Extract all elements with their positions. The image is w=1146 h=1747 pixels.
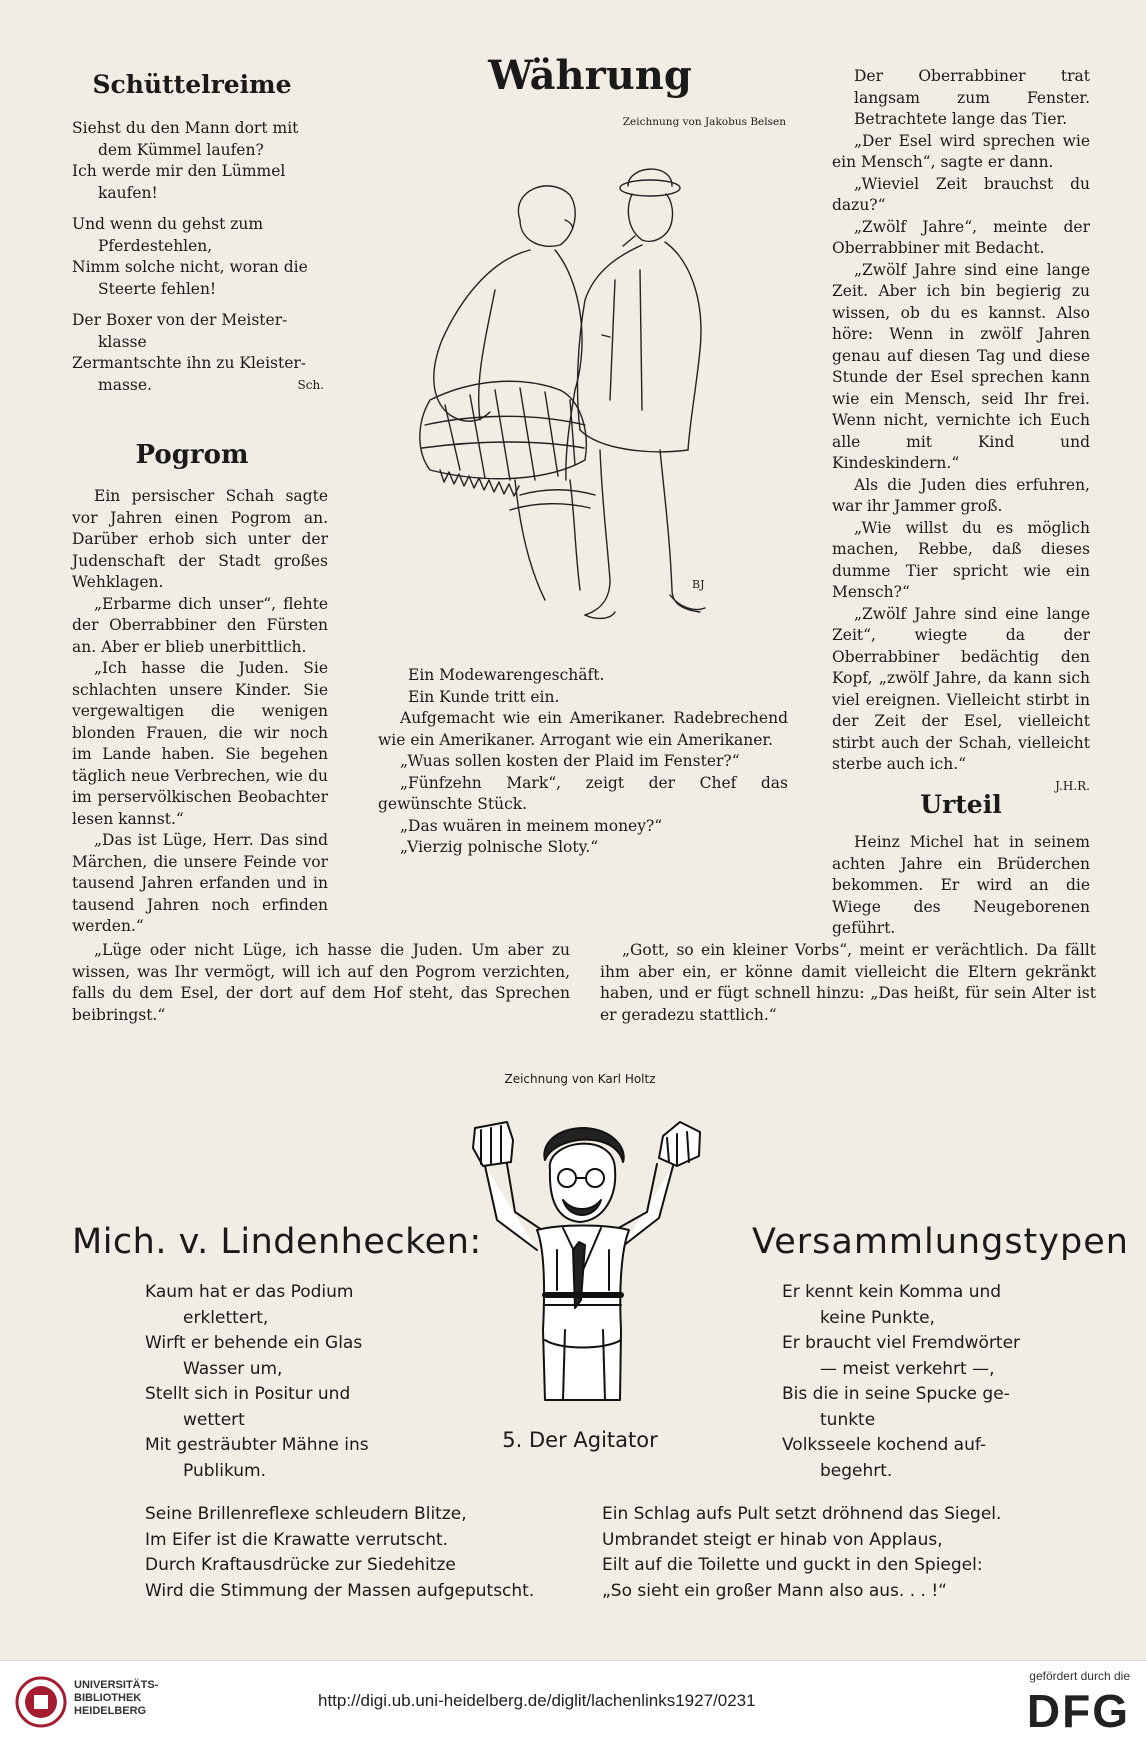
- verse-line: Wasser um,: [183, 1358, 283, 1379]
- verse-line: Durch Kraftausdrücke zur Siedehitze: [145, 1555, 456, 1575]
- schuettelreime-title: Schüttelreime: [92, 70, 292, 99]
- verse-line: Und wenn du gehst zum: [72, 215, 264, 233]
- waehrung-paragraph: „Fünfzehn Mark“, zeigt der Chef das gewünschte Stück.: [378, 773, 788, 813]
- waehrung-paragraph: „Das wuären in meinem money?“: [400, 816, 663, 835]
- library-name-line: HEIDELBERG: [74, 1705, 147, 1717]
- verse-line: Der Boxer von der Meister-: [72, 311, 288, 329]
- verse-line: dem Kümmel laufen?: [98, 140, 264, 159]
- verse-line: Im Eifer ist die Krawatte verrutscht.: [145, 1529, 449, 1550]
- verse-line: erklettert,: [183, 1307, 269, 1328]
- right-paragraph: Der Oberrabbiner trat langsam zum Fenster. Betrachtete lange das Tier.: [854, 67, 1090, 128]
- verse-line: Stellt sich in Positur und: [145, 1384, 351, 1404]
- urteil-title: Urteil: [920, 790, 1002, 819]
- plaid-cloth: [420, 381, 586, 478]
- schuettelreime-signature: Sch.: [297, 378, 324, 392]
- versammlung-bottom-left: [145, 1502, 585, 1604]
- verse-line: Seine Brillenreflexe schleudern Blitze,: [145, 1504, 467, 1524]
- verse-line: Siehst du den Mann dort mit: [72, 119, 299, 137]
- urteil-text: [832, 832, 1090, 940]
- right-fist: [659, 1122, 700, 1166]
- verse-line: kaufen!: [98, 183, 158, 202]
- verse-line: Mit gesträubter Mähne ins: [145, 1435, 369, 1455]
- verse-line: „So sieht ein großer Mann also aus. . . !“: [602, 1580, 947, 1601]
- pogrom-paragraph: „Ich hasse die Juden. Sie schlachten unsere Kinder. Sie vergewaltigen die wenigen blonden Frauen, die wir noch im Lande haben. Sie begehen täglich neue Verbrechen, wie du im perservölkischen Beobachter lesen kannst.“: [72, 659, 328, 828]
- verse-line: begehrt.: [820, 1460, 893, 1481]
- verse-line: Nimm solche nicht, woran die: [72, 258, 308, 276]
- right-paragraph: „Zwölf Jahre sind eine lange Zeit“, wiegte da der Oberrabbiner bedächtig den Kopf, „zwölf Jahre, da kann sich viel ereignen. Vielleicht stirbt in der Zeit der Esel, vielleicht stirbt auch der Schah, vielleicht sterbe auch ich.“: [832, 604, 1090, 773]
- waehrung-paragraph: „Wuas sollen kosten der Plaid im Fenster?“: [400, 752, 740, 770]
- pogrom-continuation-right: [600, 940, 1096, 1026]
- agitator-illustration: [445, 1100, 715, 1420]
- right-paragraph: Als die Juden dies erfuhren, war ihr Jammer groß.: [832, 475, 1090, 515]
- verse-line: Eilt auf die Toilette und guckt in den Spiegel:: [602, 1555, 983, 1575]
- verse-line: — meist verkehrt —,: [820, 1358, 995, 1379]
- verse-line: Bis die in seine Spucke ge-: [782, 1384, 1010, 1404]
- waehrung-text: [378, 665, 788, 859]
- verse-line: Volksseele kochend auf-: [782, 1435, 987, 1455]
- pogrom-paragraph: „Erbarme dich unser“, flehte der Oberrabbiner den Fürsten an. Aber er blieb unerbittlich.: [72, 594, 328, 656]
- waehrung-credit: Zeichnung von Jakobus Belsen: [622, 116, 786, 128]
- pogrom-text: [72, 486, 328, 938]
- funded-by-label: gefördert durch die: [1029, 1669, 1130, 1683]
- waehrung-paragraph: Ein Kunde tritt ein.: [408, 687, 560, 706]
- digitization-footer: [0, 1660, 1146, 1747]
- customer-head: [628, 194, 672, 241]
- verse-line: Wird die Stimmung der Massen aufgeputscht.: [145, 1580, 535, 1601]
- right-paragraph: „Wie willst du es möglich machen, Rebbe, daß dieses dumme Tier spricht wie ein Mensch?“: [832, 518, 1090, 601]
- waehrung-illustration: [370, 150, 770, 660]
- right-paragraph: „Der Esel wird sprechen wie ein Mensch“, sagte er dann.: [832, 131, 1090, 171]
- versammlung-bottom-right: [602, 1502, 1082, 1604]
- pogrom-paragraph: „Gott, so ein kleiner Vorbs“, meint er verächtlich. Da fällt ihm aber ein, er könne damit vielleicht die Eltern gekränkt haben, und er fügt schnell hinzu: „Das heißt, für sein Alter ist er geradezu stattlich.“: [600, 941, 1096, 1024]
- verse-line: Ein Schlag aufs Pult setzt dröhnend das Siegel.: [602, 1504, 1002, 1524]
- shopkeeper-head: [518, 186, 575, 246]
- verse-line: klasse: [98, 332, 147, 351]
- verse-line: Publikum.: [183, 1460, 267, 1481]
- verse-line: keine Punkte,: [820, 1307, 935, 1328]
- versammlung-right-verse: [782, 1280, 1082, 1484]
- verse-line: Er braucht viel Fremdwörter: [782, 1333, 1021, 1353]
- waehrung-paragraph: Aufgemacht wie ein Amerikaner. Radebrechend wie ein Amerikaner. Arrogant wie ein Amerikaner.: [378, 709, 788, 749]
- pogrom-continuation-left: [72, 940, 570, 1026]
- verse-line: Ich werde mir den Lümmel: [72, 162, 286, 180]
- right-paragraph: „Zwölf Jahre“, meinte der Oberrabbiner mit Bedacht.: [832, 217, 1090, 257]
- pogrom-paragraph: Ein persischer Schah sagte vor Jahren einen Pogrom an. Darüber erhob sich unter der Judenschaft der Stadt großes Wehklagen.: [72, 487, 328, 591]
- verse-line: Kaum hat er das Podium: [145, 1282, 354, 1302]
- urteil-paragraph: Heinz Michel hat in seinem achten Jahre ein Brüderchen bekommen. Er wird an die Wiege des Neugeborenen geführt.: [832, 833, 1090, 937]
- versammlung-title-left: Mich. v. Lindenhecken:: [72, 1222, 482, 1262]
- verse-line: Pferdestehlen,: [98, 236, 213, 255]
- pogrom-paragraph: „Lüge oder nicht Lüge, ich hasse die Juden. Um aber zu wissen, was Ihr vermögt, will ich auf den Pogrom verzichten, falls du dem Esel, der dort auf dem Hof steht, das Sprechen beibringst.“: [72, 941, 570, 1024]
- verse-line: masse.: [98, 375, 152, 394]
- waehrung-paragraph: „Vierzig polnische Sloty.“: [400, 838, 599, 856]
- right-paragraph: „Wieviel Zeit brauchst du dazu?“: [832, 174, 1090, 214]
- versammlung-credit: Zeichnung von Karl Holtz: [504, 1072, 656, 1086]
- right-column-text: [832, 66, 1090, 797]
- agitator-caption: 5. Der Agitator: [502, 1428, 658, 1452]
- permalink-url[interactable]: http://digi.ub.uni-heidelberg.de/diglit/lachenlinks1927/0231: [318, 1691, 756, 1710]
- university-seal-icon: [14, 1675, 68, 1729]
- schuettelreime-verse: [72, 118, 324, 397]
- pogrom-paragraph: „Das ist Lüge, Herr. Das sind Märchen, die unsere Feinde vor tausend Jahren erfanden und in tausend Jahren noch erfinden werden.“: [72, 831, 328, 935]
- verse-line: wettert: [183, 1409, 245, 1430]
- versammlung-left-verse: [145, 1280, 435, 1484]
- waehrung-paragraph: Ein Modewarengeschäft.: [408, 666, 605, 684]
- right-column-signature: J.H.R.: [1055, 778, 1090, 793]
- verse-line: Zermantschte ihn zu Kleister-: [72, 354, 307, 372]
- library-name-line: BIBLIOTHEK: [74, 1692, 142, 1704]
- left-fist: [473, 1122, 513, 1166]
- verse-line: Er kennt kein Komma und: [782, 1282, 1002, 1302]
- right-paragraph: „Zwölf Jahre sind eine lange Zeit. Aber ich bin begierig zu wissen, ob du es kannst. Also höre: Wenn in zwölf Jahren genau auf diesen Tag und diese Stunde der Esel sprechen kann wie ein Mensch, seid Ihr frei. Wenn nicht, vernichte ich Euch alle mit Kind und Kindeskindern.“: [832, 260, 1090, 472]
- verse-line: Umbrandet steigt er hinab von Applaus,: [602, 1529, 943, 1550]
- pogrom-title: Pogrom: [135, 440, 249, 470]
- verse-line: tunkte: [820, 1409, 876, 1430]
- versammlung-title-right: Versammlungstypen: [752, 1222, 1129, 1262]
- verse-line: Steerte fehlen!: [98, 279, 217, 298]
- library-name-line: UNIVERSITÄTS-: [74, 1679, 159, 1691]
- waehrung-artist-mark: BJ: [692, 578, 705, 591]
- verse-line: Wirft er behende ein Glas: [145, 1333, 363, 1353]
- dfg-logo: DFG: [1026, 1685, 1130, 1737]
- waehrung-title: Währung: [488, 52, 692, 99]
